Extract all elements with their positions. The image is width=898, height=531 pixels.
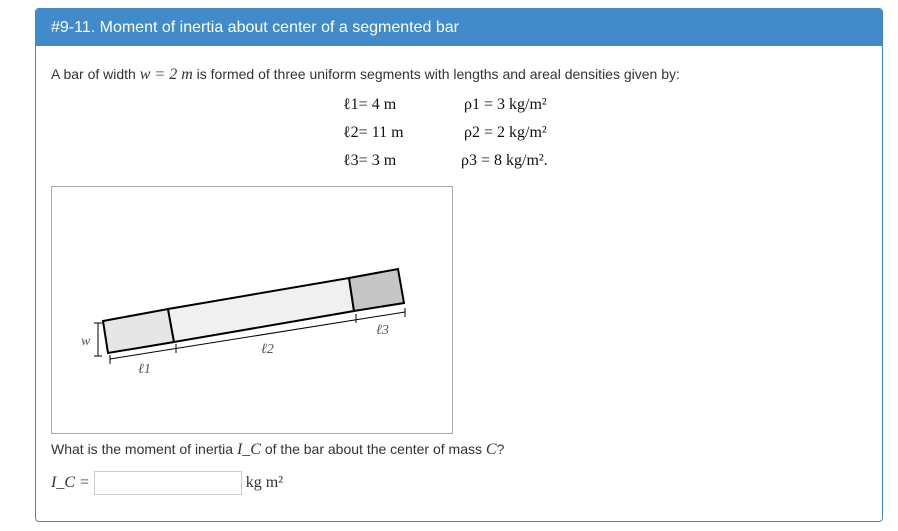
- intro-text: [51, 66, 680, 84]
- bar-diagram: [51, 186, 453, 434]
- length-2: ℓ2= 11 m: [343, 124, 404, 141]
- intro-after: is formed of three uniform segments with lengths and areal densities given by:: [192, 66, 680, 82]
- question-text: [51, 441, 504, 459]
- l3-label: ℓ3: [376, 323, 389, 338]
- length-1: ℓ1= 4 m: [343, 96, 397, 113]
- question-card: [35, 8, 883, 522]
- length-3: ℓ3= 3 m: [343, 152, 397, 169]
- answer-label: I_C =: [51, 474, 90, 491]
- q-center: C: [485, 441, 497, 458]
- w-label: w: [81, 334, 91, 349]
- intro-before: A bar of width: [51, 66, 140, 82]
- width-math: w = 2 m: [139, 66, 193, 83]
- answer-unit: kg m²: [245, 474, 284, 491]
- q-before: What is the moment of inertia: [51, 441, 237, 457]
- density-2: ρ2 = 2 kg/m²: [464, 124, 547, 141]
- segment-3: [349, 269, 404, 311]
- q-after: ?: [496, 441, 505, 457]
- answer-input[interactable]: [94, 471, 242, 495]
- segment-1: [103, 309, 174, 353]
- density-3: ρ3 = 8 kg/m².: [461, 152, 548, 169]
- answer-row: [51, 471, 283, 495]
- density-1: ρ1 = 3 kg/m²: [464, 96, 547, 113]
- q-symbol: I_C: [236, 441, 261, 458]
- q-mid: of the bar about the center of mass: [260, 441, 486, 457]
- l1-label: ℓ1: [138, 362, 151, 377]
- segment-2: [168, 278, 354, 342]
- question-title: #9-11. Moment of inertia about center of a segmented bar: [36, 9, 882, 46]
- l2-label: ℓ2: [261, 342, 274, 357]
